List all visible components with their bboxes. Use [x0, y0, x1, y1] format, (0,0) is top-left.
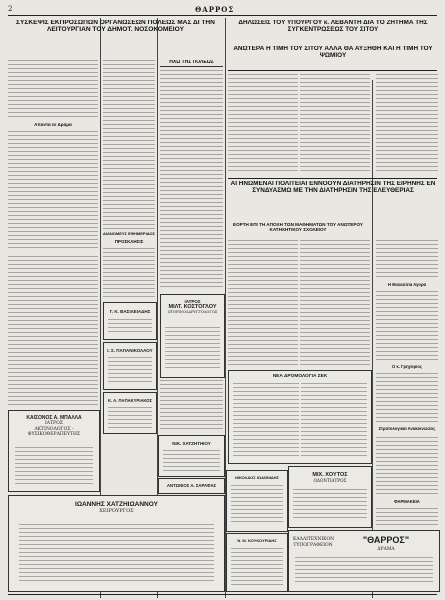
bottom-rule — [8, 594, 437, 595]
article-text — [376, 240, 438, 280]
strip-left-text: ΚΑΛΛΙΤΕΧΝΙΚΟΝ ΤΥΠΟΓΡΑΦΕΙΟΝ — [293, 537, 335, 548]
article-text — [160, 70, 223, 290]
ad-title: Γ. Κ. ΒΑΣΙΛΕΙΑΔΗΣ — [109, 309, 151, 314]
schedule-box — [228, 370, 372, 464]
ad-title: Ι. Σ. ΠΑΠΑΝΙΚΟΛΑΟΥ — [107, 348, 153, 353]
column-subhead: Στρατολογικαί Ανακοινώσεις — [378, 427, 436, 431]
column-subhead: Η Θαλασσία Αγορά — [387, 283, 427, 287]
ad-box-doctor — [160, 294, 225, 378]
ad-title: ΙΩΑΝΝΗΣ ΧΑΤΖΗΙΩΑΝΝΟΥ — [75, 501, 158, 508]
ad-text — [108, 357, 152, 385]
schedule-text — [301, 383, 367, 459]
subhead: ΠΡΟΣΚΛΗΣΙΣ — [114, 240, 144, 244]
ad-text — [231, 548, 283, 586]
column-subhead: Ο κ. Γρηγόριος — [391, 365, 423, 369]
right-subheadline: ΑΝΩΤΕΡΑ Η ΤΙΜΗ ΤΟΥ ΣΙΤΟΥ ΑΛΛΑ ΘΑ ΑΥΞΗΘΗ ΚΑΙ Η ΤΙΜΗ ΤΟΥ ΨΩΜΙΟΥ — [233, 46, 433, 59]
section-title: ΔΙΑΝΟΜΕΥΣ ΕΦΗΜΕΡΙΔΟΣ — [103, 232, 155, 236]
printing-house-ad — [288, 530, 440, 592]
second-subheadline: ΕΟΡΤΗ ΕΠΙ ΤΗ ΑΠΟΧΗ ΤΩΝ ΜΑΘΗΜΑΤΩΝ ΤΟΥ ΑΝΩΤΕΡΟΥ ΚΑΤΗΧΗΤΙΚΟΥ ΣΧΟΛΕΙΟΥ — [233, 223, 363, 232]
article-text — [103, 60, 155, 230]
ad-title: Κ. Α. ΠΑΠΑΚΥΡΙΑΚΟΣ — [107, 398, 153, 403]
strip-subtitle: ΔΡΑΜΑ — [377, 547, 395, 552]
ad-box — [103, 342, 157, 390]
ad-text — [108, 407, 152, 429]
column-divider — [372, 80, 373, 598]
ad-title: ΝΙΚΟΛΑΟΣ ΙΩΑΝΝΙΔΗΣ — [234, 475, 280, 480]
ad-box-surgeon — [8, 495, 225, 592]
subhead: Απαντα έν Δράμα — [34, 123, 72, 127]
article-text — [300, 240, 370, 365]
article-text — [228, 240, 298, 365]
ad-subtitle: ΩΤΟΡΙΝΟΛΑΡΥΓΓΟΛΟΓΟΣ — [167, 310, 218, 314]
ad-text — [231, 485, 283, 525]
column-subhead: ΦΑΡΜΑΚΕΙΑ — [394, 500, 420, 504]
page-number: 2 — [8, 5, 13, 13]
ad-title: ΝΙΚ. ΧΑΤΖΗΤΗΙΟΥ — [172, 441, 211, 446]
ad-subtitle: ΧΕΙΡΟΥΡΓΟΣ — [99, 508, 134, 514]
top-rule — [8, 15, 437, 16]
ad-title: ΙΑΤΡΟΣ — [184, 299, 201, 304]
masthead-title: ΘΑΡΡΟΣ — [195, 4, 235, 14]
article-text — [300, 74, 370, 174]
article-text — [376, 373, 438, 423]
column-headline: ΗΧΩ ΤΗΣ ΠΟΛΕΩΣ — [160, 60, 223, 67]
ad-box-doctor — [8, 410, 100, 492]
article-text — [8, 131, 98, 251]
ad-box — [226, 470, 288, 532]
ad-text — [163, 450, 220, 472]
ad-box — [158, 478, 225, 494]
ad-text — [165, 327, 220, 371]
ad-text — [295, 557, 433, 585]
ad-subtitle: ΙΑΤΡΟΣ — [45, 421, 63, 426]
article-text — [228, 74, 298, 174]
ad-name: ΜΙΛΤ. ΚΟΣΤΟΓΛΟΥ — [168, 304, 217, 310]
ad-title: ΚΑΙΣΟΝΟΣ Α. ΜΠΑΛΛΑ — [26, 415, 82, 421]
article-text — [376, 508, 438, 526]
article-text — [8, 256, 98, 406]
ad-name: ΜΙΧ. ΧΟΥΤΟΣ — [312, 472, 348, 478]
section-rule — [228, 70, 437, 71]
box-title: ΝΕΑ ΔΡΟΜΟΛΟΓΙΑ ΣΕΚ — [272, 374, 328, 379]
ad-text — [19, 524, 214, 584]
article-text — [376, 74, 438, 174]
strip-name: "ΘΑΡΡΟΣ" — [362, 535, 410, 545]
ad-line: ΑΚΤΙΝΟΛΟΓΟΣ - ΦΥΣΙΚΟΘΕΡΑΠΕΥΤΗΣ — [27, 426, 81, 438]
ad-box — [226, 533, 288, 592]
article-text — [8, 60, 98, 120]
ad-box — [103, 302, 157, 340]
ad-text — [293, 489, 367, 521]
ad-box — [103, 392, 157, 434]
ad-box — [158, 435, 225, 477]
masthead — [8, 4, 437, 14]
ad-subtitle: ΟΔΟΝΤΙΑΤΡΟΣ — [313, 478, 347, 483]
article-text — [376, 437, 438, 497]
section-rule — [228, 178, 437, 179]
right-headline: ΔΗΛΩΣΕΙΣ ΤΟΥ ΥΠΟΥΡΓΟΥ κ. ΛΕΒΑΝΤΗ ΔΙΑ ΤΟ ΖΗΤΗΜΑ ΤΗΣ ΣΥΓΚΕΝΤΡΩΣΕΩΣ ΤΟΥ ΣΙΤΟΥ — [238, 20, 428, 33]
article-text — [160, 380, 223, 430]
ad-title: Ν. Μ. ΚΟΥΚΟΥΡΙΔΗΣ — [237, 538, 277, 543]
ad-text — [15, 447, 93, 485]
article-text — [376, 291, 438, 361]
second-headline: ΑΙ ΗΝΩΜΕΝΑΙ ΠΟΛΙΤΕΙΑΙ ΕΝΝΟΟΥΝ ΔΙΑΤΗΡΗΣΙΝ ΤΗΣ ΕΙΡΗΝΗΣ ΕΝ ΣΥΝΔΥΑΣΜΩ ΜΕ ΤΗΝ ΔΙΑΤΗΡΗΣΙΝ ΤΗΣ ΕΛΕΥΘΕΡΙΑΣ — [230, 181, 436, 194]
left-headline: ΣΥΣΚΕΨΙΣ ΕΚΠΡΟΣΩΠΩΝ ΟΡΓΑΝΩΣΕΩΝ ΠΟΛΕΩΣ ΜΑΣ ΔΙ ΤΗΝ ΛΕΙΤΟΥΡΓΙΑΝ ΤΟΥ ΔΗΜΟΤ. ΝΟΣΟΚΟΜΕΙΟΥ — [16, 20, 215, 33]
article-text — [103, 248, 155, 298]
ad-text — [108, 319, 152, 335]
ad-box-dentist — [288, 466, 372, 528]
schedule-text — [233, 383, 299, 459]
ad-title: ΑΝΤΩΝΙΟΣ Α. ΣΑΡΑΦΑΣ — [166, 483, 217, 488]
